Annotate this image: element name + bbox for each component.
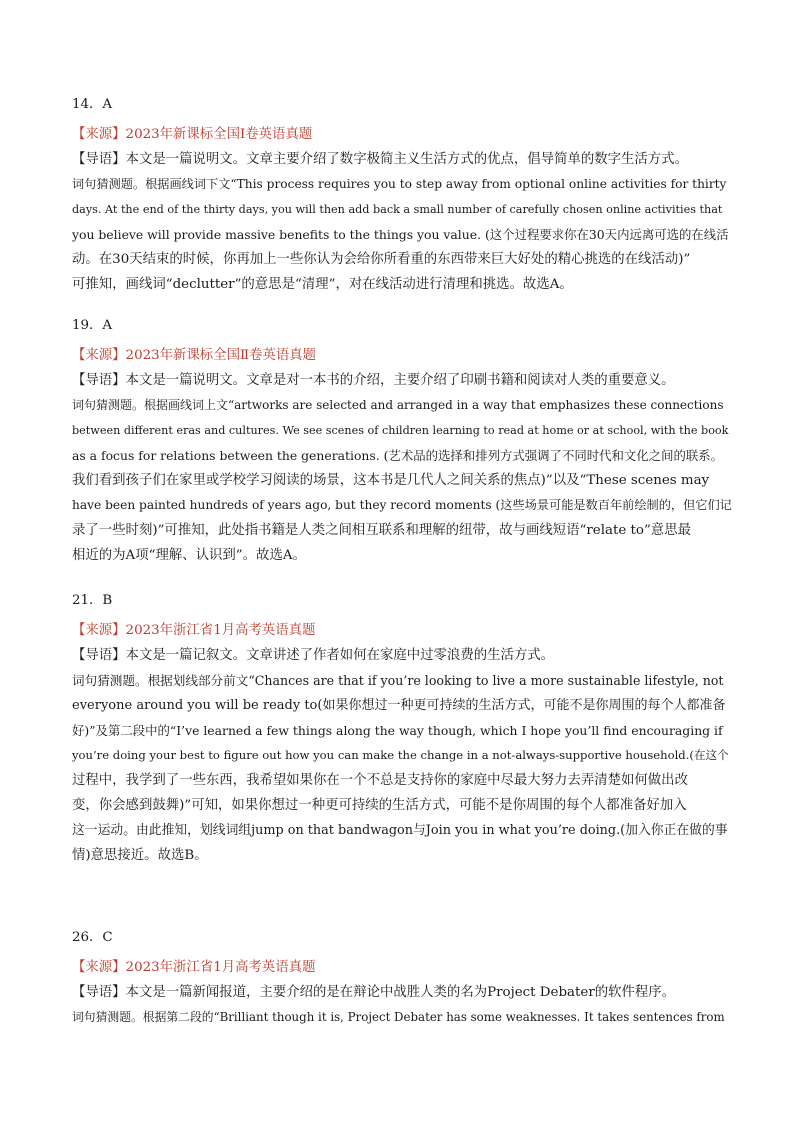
text-line: 可推知，画线词“declutter”的意思是“清理”，对在线活动进行清理和挑选。故选A。 xyxy=(72,277,573,292)
text-line: 好)”及第二段中的“I’ve learned a few things along the way though, which I hope you’ll find encouraging if xyxy=(72,723,723,738)
text-line: 这一运动。由此推知，划线词组jump on that bandwagon与Join you in what you’re doing.(加入你正在做的事 xyxy=(72,823,728,838)
text-line: as a focus for relations between the generations. (艺术品的选择和排列方式强调了不同时代和文化之间的联系。 xyxy=(72,448,724,463)
text-line: everyone around you will be ready to(如果你想过一种更可持续的生活方式，可能不是你周围的每个人都准备 xyxy=(72,698,726,713)
answer-section-19 xyxy=(72,313,732,568)
text-line: 词句猜测题。根据画线词下文“This process requires you to step away from optional online activities for thirty xyxy=(72,177,727,191)
text-line: 【导语】本文是一篇新闻报道，主要介绍的是在辩论中战胜人类的名为Project Debater的软件程序。 xyxy=(72,985,676,1000)
text-line: 词句猜测题。根据第二段的“Brilliant though it is, Project Debater has some weaknesses. It takes sentences from xyxy=(72,1010,725,1024)
text-line: 【导语】本文是一篇说明文。文章是对一本书的介绍，主要介绍了印刷书籍和阅读对人类的重要意义。 xyxy=(72,373,675,388)
text-line: you’re doing your best to figure out how you can make the change in a not-always-supportive household.(在这个 xyxy=(72,748,729,762)
text-line: 变，你会感到鼓舞)”可知，如果你想过一种更可持续的生活方式，可能不是你周围的每个人都准备好加入 xyxy=(72,798,687,813)
answer-section-21 xyxy=(72,588,732,868)
text-line: 【导语】本文是一篇记叙文。文章讲述了作者如何在家庭中过零浪费的生活方式。 xyxy=(72,648,555,663)
text-line: 相近的为A项“理解、认识到”。故选A。 xyxy=(72,548,306,563)
text-line: 词句猜测题。根据画线词上文“artworks are selected and arranged in a way that emphasizes these connections xyxy=(72,398,724,412)
question-number: 19．A xyxy=(72,318,113,333)
question-number: 14．A xyxy=(72,97,113,112)
text-line: 【导语】本文是一篇说明文。文章主要介绍了数字极简主义生活方式的优点，倡导简单的数字生活方式。 xyxy=(72,152,688,167)
source-line: 【来源】2023年新课标全国Ⅰ卷英语真题 xyxy=(72,127,313,142)
text-line: 录了一些时刻)”可推知，此处指书籍是人类之间相互联系和理解的纽带，故与画线短语“relate to”意思最 xyxy=(72,523,691,538)
text-line: days. At the end of the thirty days, you will then add back a small number of carefully chosen online activities that xyxy=(72,203,723,216)
text-line: you believe will provide massive benefits to the things you value. (这个过程要求你在30天内远离可选的在线活 xyxy=(72,227,729,242)
text-line: between different eras and cultures. We see scenes of children learning to read at home or at school, with the book xyxy=(72,424,729,437)
source-line: 【来源】2023年浙江省1月高考英语真题 xyxy=(72,960,316,975)
question-number: 21．B xyxy=(72,593,113,608)
text-line: 词句猜测题。根据划线部分前文“Chances are that if you’re looking to live a more sustainable lifestyle, not xyxy=(72,673,724,688)
question-number: 26．C xyxy=(72,930,113,945)
text-line: 情)意思接近。故选B。 xyxy=(72,848,208,863)
text-line: 我们看到孩子们在家里或学校学习阅读的场景，这本书是几代人之间关系的焦点)”以及“These scenes may xyxy=(72,473,710,488)
answer-section-14 xyxy=(72,92,732,297)
text-line: have been painted hundreds of years ago, but they record moments (这些场景可能是数百年前绘制的，但它们记 xyxy=(72,498,732,512)
text-line: 动。在30天结束的时候，你再加上一些你认为会给你所看重的东西带来巨大好处的精心挑选的在线活动)” xyxy=(72,252,691,267)
text-line: 过程中，我学到了一些东西，我希望如果你在一个不总是支持你的家庭中尽最大努力去弄清楚如何做出改 xyxy=(72,773,688,788)
answer-section-26 xyxy=(72,925,732,1030)
source-line: 【来源】2023年浙江省1月高考英语真题 xyxy=(72,623,316,638)
source-line: 【来源】2023年新课标全国Ⅱ卷英语真题 xyxy=(72,348,317,363)
